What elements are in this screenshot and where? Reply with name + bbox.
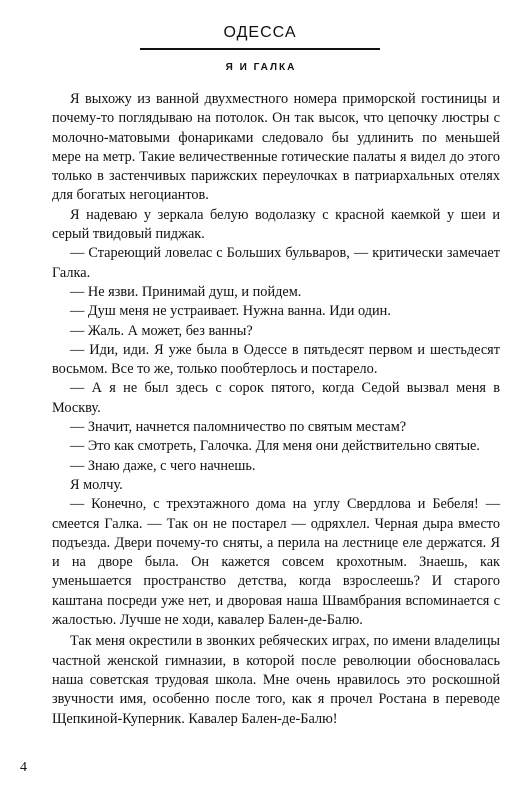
paragraph: — А я не был здесь с сорок пятого, когда Седой вызвал меня в Москву. [52,380,500,416]
paragraph: Я молчу. [70,476,123,493]
paragraph: — Знаю даже, с чего начнешь. [70,457,256,474]
chapter-heading: Я И ГАЛКА [225,62,297,73]
paragraph: — Значит, начнется паломничество по святым местам? [70,419,407,436]
paragraph: Я выхожу из ванной двухместного номера приморской гостиницы и почему-то поглядываю на потолок. Он так высок, что цепочку люстры с молочно-матовыми фонариками следовало бы удлинить по меньшей мере на метр. Такие величественные готические палаты я видел до этого только в застенчивых парижских переулочках в патриархальных отелях для богатых негоциантов. [52,91,500,204]
header-rule [140,48,380,50]
paragraph: — Не язви. Принимай душ, и пойдем. [70,283,302,300]
page-number: 4 [20,760,27,775]
paragraph: — Иди, иди. Я уже была в Одессе в пятьдесят первом и шестьдесят восьмом. Все то же, только пообтерлось и постарело. [52,341,500,378]
paragraph: — Жаль. А может, без ванны? [70,322,253,339]
running-header [140,22,380,50]
page-title: ОДЕССА [223,24,297,41]
paragraph: — Стареющий ловелас с Больших бульваров, — критически замечает Галка. [52,245,500,281]
paragraph: Я надеваю у зеркала белую водолазку с красной каемкой у шеи и серый твидовый пиджак. [52,206,500,243]
paragraph: — Это как смотреть, Галочка. Для меня они действительно святые. [70,438,480,455]
paragraph: — Душ меня не устраивает. Нужна ванна. Иди один. [70,303,391,320]
body-text [52,90,500,729]
paragraph: — Конечно, с трехэтажного дома на углу Свердлова и Бебеля! — смеется Галка. — Так он не постарел — одряхлел. Черная дыра вместо подъезда. Двери почему-то сняты, а перила на лестнице еле держатся. Я и на дворе была. Он кажется совсем крохотным. Знаешь, как уменьшается пространство детства, когда взрослеешь? И старого каштана посреди уже нет, и дворовая наша Швамбрания вспоминается с жалостью. Лучше не ходи, кавалер Бален-де-Балю. [52,496,500,629]
paragraph: Так меня окрестили в звонких ребяческих играх, по имени владелицы частной женской гимназии, в которой после революции обосновалась наша советская трудовая школа. Мне очень нравилось это роскошной звучности имя, особенно после того, как я прочел Ростана в переводе Щепкиной-Куперник. Кавалер Бален-де-Балю! [52,633,500,727]
